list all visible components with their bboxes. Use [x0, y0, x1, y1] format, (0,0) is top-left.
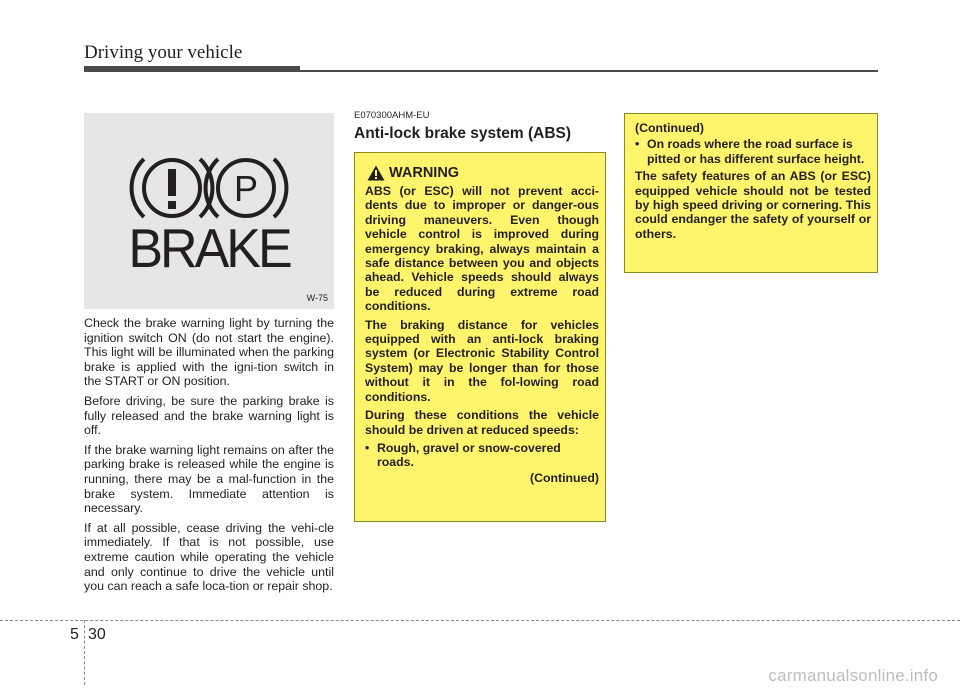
warning-bullet-text: Rough, gravel or snow-covered roads. — [377, 440, 561, 470]
body-paragraph: Before driving, be sure the parking brake is fully released and the brake warning light is off. — [84, 393, 334, 438]
warning-label: WARNING — [389, 164, 460, 181]
page-number: 30 — [88, 626, 106, 643]
warning-bullet — [365, 441, 599, 470]
header-rule — [300, 70, 878, 72]
figure-code: W-75 — [306, 293, 328, 303]
svg-text:P: P — [233, 168, 259, 209]
body-paragraph: If at all possible, cease driving the vehi-cle immediately. If that is not possible, use extreme caution while operating the vehicle and only continue to drive the vehicle until you can reach a safe loca-tion or repair shop. — [84, 520, 334, 594]
bullet-dot: • — [635, 137, 640, 152]
body-paragraph: If the brake warning light remains on after the parking brake is released while the engine is running, there may be a mal-function in the brake system. Immediate attention is necessary. — [84, 442, 334, 516]
footer-divider — [84, 620, 85, 685]
watermark: carmanualsonline.info — [768, 666, 938, 685]
continued-heading: (Continued) — [635, 121, 704, 135]
continued-paragraph: The safety features of an ABS (or ESC) equipped vehicle should not be tested by high speed driving or cornering. This could endanger the safety of yourself or others. — [635, 169, 871, 241]
warning-box — [354, 152, 606, 522]
continued-label: (Continued) — [530, 470, 599, 485]
header-bar — [84, 66, 300, 72]
warning-triangle-icon — [367, 165, 385, 181]
bullet-dot: • — [365, 440, 370, 455]
continued-bullet — [635, 137, 871, 166]
warning-paragraph: The braking distance for vehicles equipped with an anti-lock braking system (or Electronic Stability Control System) may be longer than for those without it in the fol-lowing road conditions. — [365, 317, 599, 404]
warning-paragraph: ABS (or ESC) will not prevent acci-dents due to improper or danger-ous driving maneuvers. Even though vehicle control is improved during emergency braking, always maintain a safe distance between you and objects ahead. Vehicle speeds should always be reduced during extreme road conditions. — [365, 184, 599, 314]
brake-label: BRAKE — [128, 218, 290, 280]
chapter-number: 5 — [70, 626, 79, 643]
body-paragraph: Check the brake warning light by turning the ignition switch ON (do not start the engine). This light will be illuminated when the parking brake is applied with the igni-tion switch in the START or ON position. — [84, 316, 334, 389]
warning-paragraph: During these conditions the vehicle should be driven at reduced speeds: — [365, 408, 599, 437]
warning-heading — [367, 165, 599, 181]
continued-warning-box — [624, 113, 878, 273]
footer-rule — [0, 620, 960, 621]
section-code: E070300AHM-EU — [354, 110, 430, 121]
brake-warning-illustration — [84, 113, 334, 309]
section-title: Anti-lock brake system (ABS) — [354, 125, 572, 142]
header-title: Driving your vehicle — [84, 42, 243, 63]
body-text — [84, 316, 334, 599]
continued-bullet-text: On roads where the road surface is pitted or has different surface height. — [647, 137, 865, 166]
